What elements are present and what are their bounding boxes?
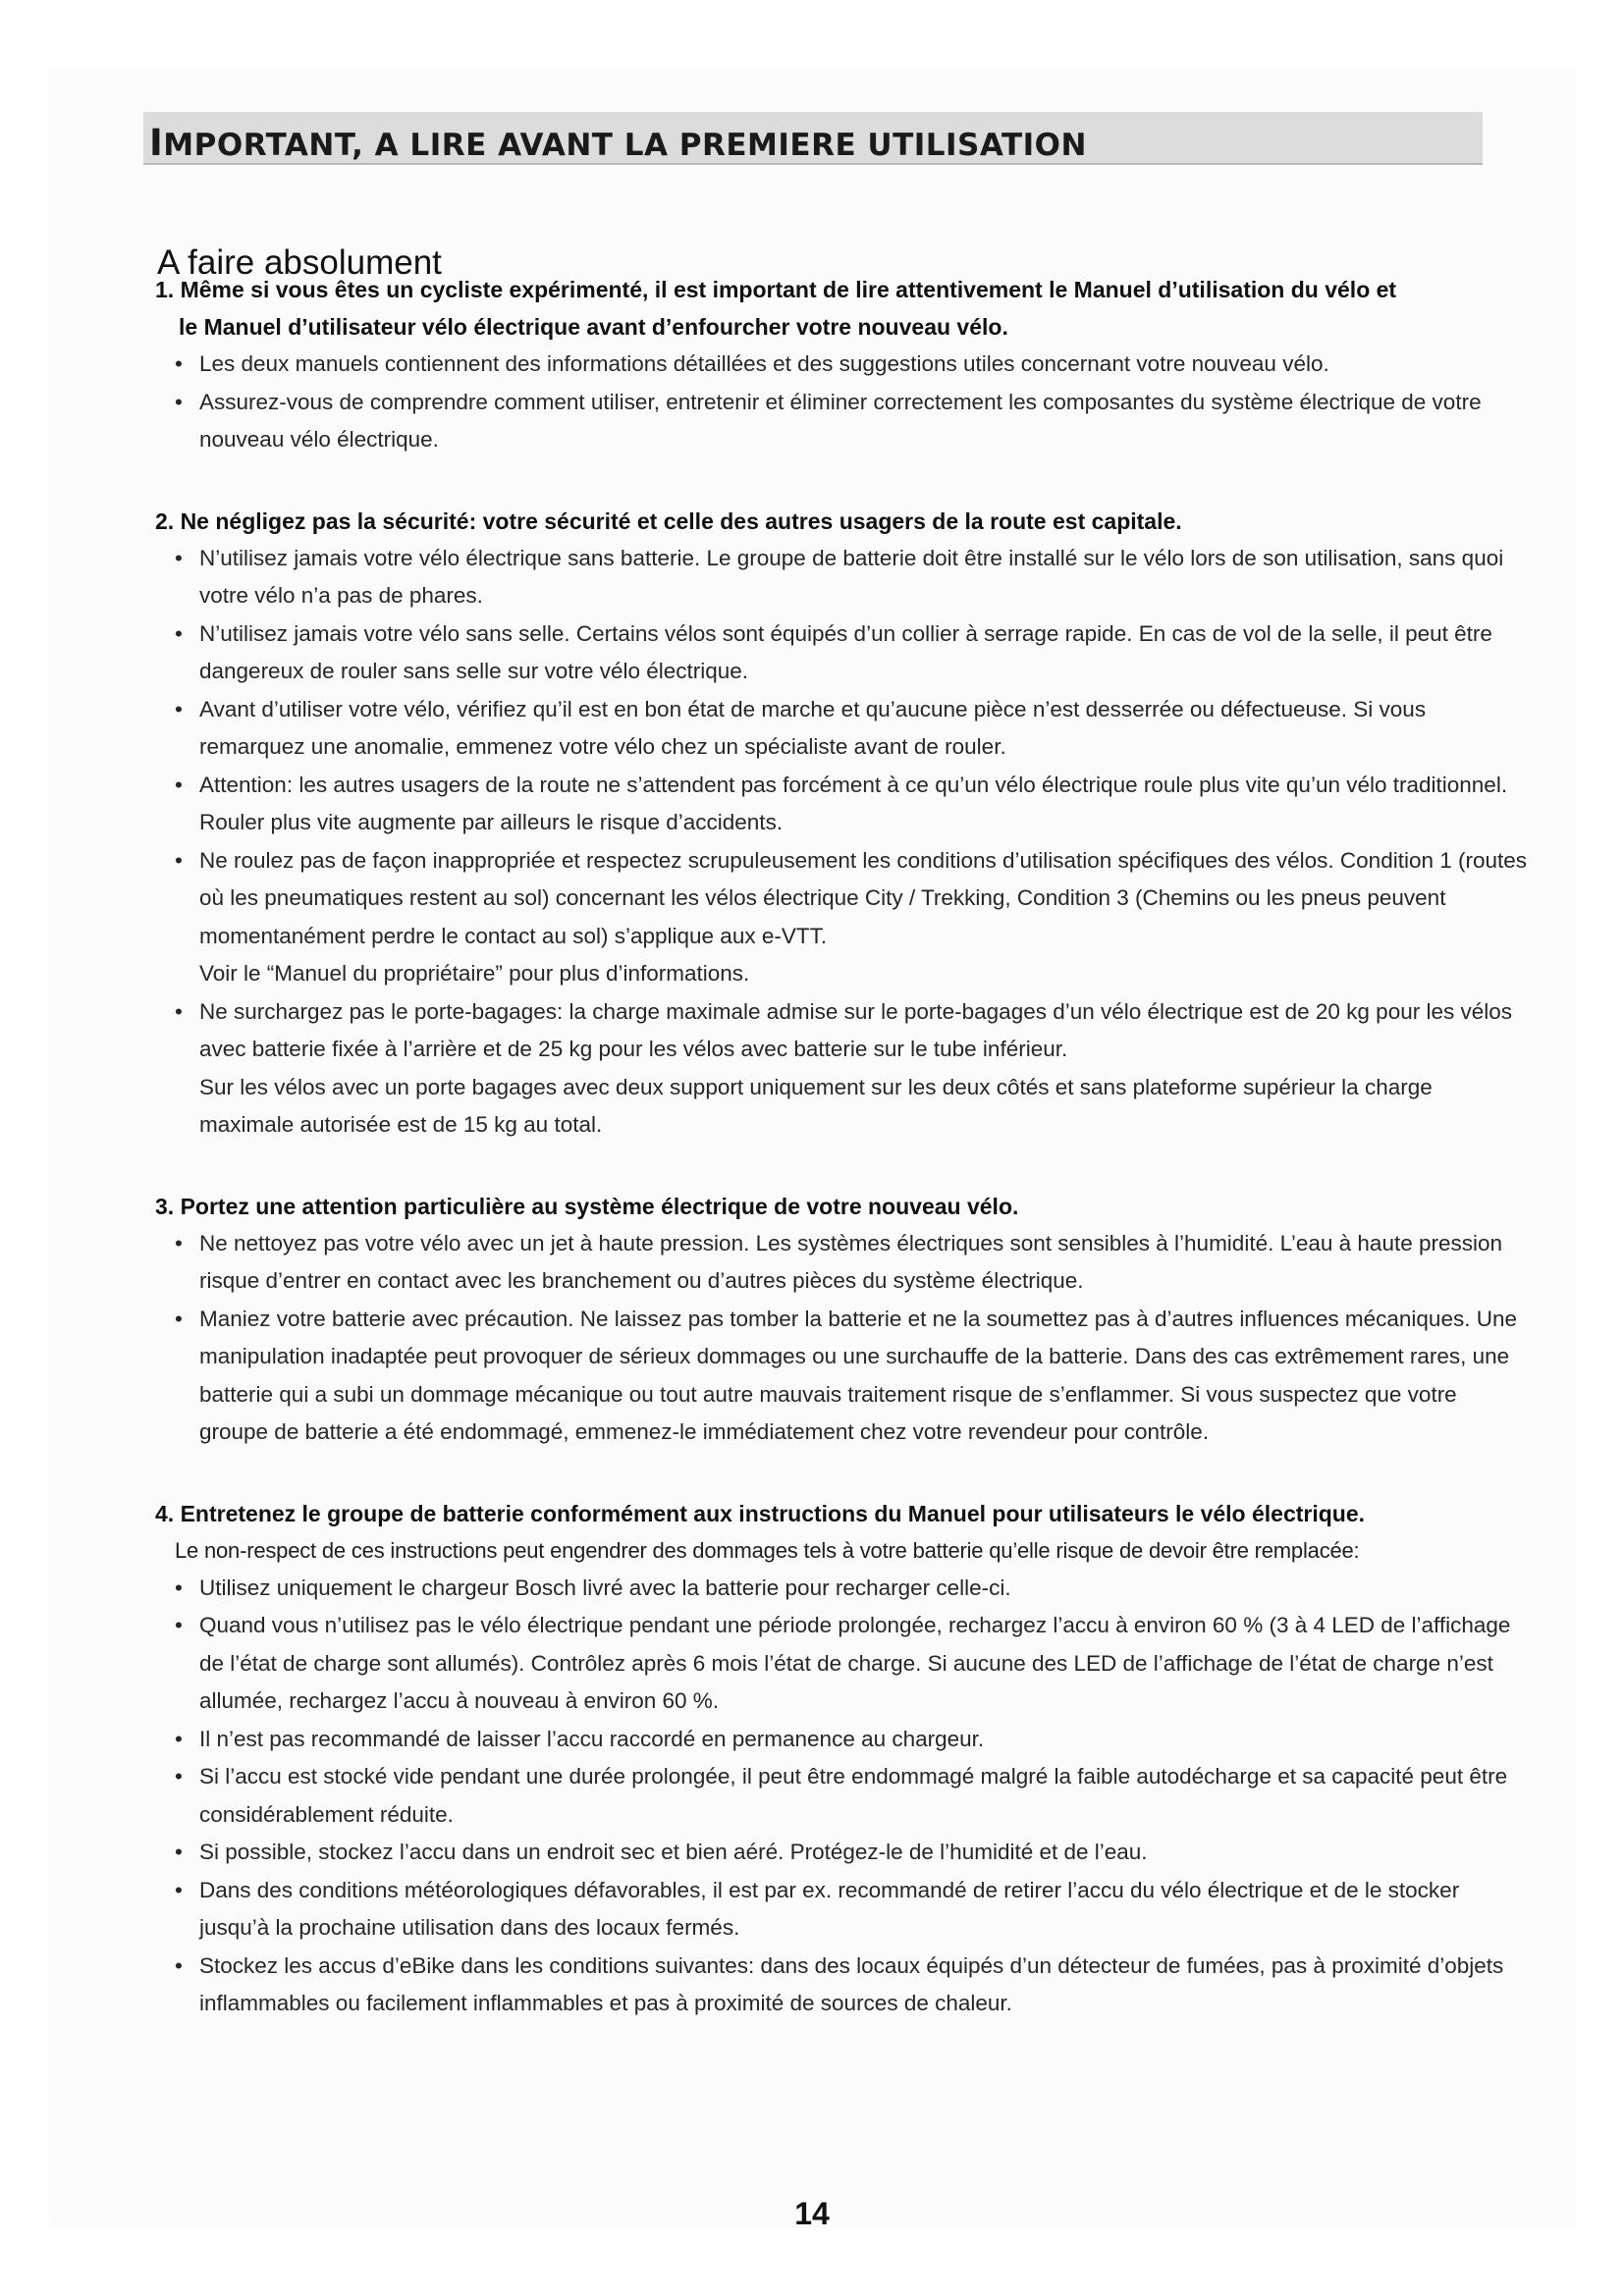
section-2 xyxy=(155,503,1530,1145)
bullet-icon: • xyxy=(175,1764,183,1789)
bullet-icon: • xyxy=(175,1877,183,1902)
page-number: 14 xyxy=(794,2196,830,2231)
list-item-text: Quand vous n’utilisez pas le vélo électrique pendant une période prolongée, rechargez l’accu à environ 60 % (3 à 4 LED de l’affichage de l’état de charge sont allumés). Contrôlez après 6 mois l’état de charge. Si aucune des LED de l’affichage de l’état de charge n’est allumée, rechargez l’accu à nouveau à environ 60 %. xyxy=(199,1613,1511,1713)
list-item xyxy=(155,346,1530,384)
list-item-text: Si l’accu est stocké vide pendant une durée prolongée, il peut être endommagé malgré la faible autodécharge et sa capacité peut être considérablement réduite. xyxy=(199,1764,1508,1827)
list-item xyxy=(155,384,1530,459)
bullet-icon: • xyxy=(175,696,183,721)
bullet-icon: • xyxy=(175,1613,183,1637)
bullet-icon: • xyxy=(175,1575,183,1600)
bullet-icon: • xyxy=(175,998,183,1024)
section-4-title: 4. Entretenez le groupe de batterie conformément aux instructions du Manuel pour utilisateurs le vélo électrique. xyxy=(155,1500,1366,1526)
section-2-title: 2. Ne négligez pas la sécurité: votre sécurité et celle des autres usagers de la route est capitale. xyxy=(155,507,1182,534)
list-item xyxy=(155,842,1530,993)
main-heading: A faire absolument xyxy=(157,243,442,283)
list-item xyxy=(155,1607,1530,1721)
bullet-icon: • xyxy=(175,389,183,414)
bullet-icon: • xyxy=(175,1306,183,1331)
list-item-text: Avant d’utiliser votre vélo, vérifiez qu’il est en bon état de marche et qu’aucune pièce n’est desserrée ou défectueuse. Si vous remarquez une anomalie, emmenez votre vélo chez un spécialiste avant de rouler. xyxy=(199,696,1427,759)
list-item xyxy=(155,1570,1530,1608)
bullet-icon: • xyxy=(175,545,183,570)
list-item-text: N’utilisez jamais votre vélo sans selle. Certains vélos sont équipés d’un collier à serrage rapide. En cas de vol de la selle, il peut être dangereux de rouler sans selle sur votre vélo électrique. xyxy=(199,620,1492,683)
header-title-rest: MPORTANT, A LIRE AVANT LA PREMIERE UTILISATION xyxy=(163,128,1087,163)
list-item-text: Si possible, stockez l’accu dans un endroit sec et bien aéré. Protégez-le de l’humidité et de l’eau. xyxy=(199,1840,1148,1864)
list-item xyxy=(155,1225,1530,1301)
section-4 xyxy=(155,1495,1530,2023)
list-item xyxy=(155,767,1530,842)
list-item xyxy=(155,1721,1530,1759)
list-item-text: Les deux manuels contiennent des informations détaillées et des suggestions utiles concernant votre nouveau vélo. xyxy=(199,351,1329,376)
section-1-title-continued: le Manuel d’utilisateur vélo électrique avant d’enfourcher votre nouveau vélo. xyxy=(179,314,1008,340)
bullet-icon: • xyxy=(175,1230,183,1255)
section-1 xyxy=(155,271,1530,459)
bullet-icon: • xyxy=(175,1726,183,1751)
list-item xyxy=(155,993,1530,1145)
list-item-text: Il n’est pas recommandé de laisser l’accu raccordé en permanence au chargeur. xyxy=(199,1726,985,1751)
list-item xyxy=(155,540,1530,615)
list-item xyxy=(155,615,1530,691)
header-title xyxy=(149,122,1087,164)
bullet-icon: • xyxy=(175,620,183,646)
list-item-note: Voir le “Manuel du propriétaire” pour plus d’informations. xyxy=(199,961,750,986)
list-item xyxy=(155,1948,1530,2023)
bullet-icon: • xyxy=(175,351,183,376)
list-item xyxy=(155,1301,1530,1452)
header-title-initial: I xyxy=(149,122,164,164)
bullet-icon: • xyxy=(175,1952,183,1978)
list-item-text: Maniez votre batterie avec précaution. Ne laissez pas tomber la batterie et ne la soumettez pas à d’autres influences mécaniques. Une manipulation inadaptée peut provoquer de sérieux dommages ou une surchauffe de la batterie. Dans des cas extrêmement rares, une batterie qui a subi un dommage mécanique ou tout autre mauvais traitement risque de s’enflammer. Si vous suspectez que votre groupe de batterie a été endommagé, emmenez-le immédiatement chez votre revendeur pour contrôle. xyxy=(199,1306,1517,1444)
list-item-text: Stockez les accus d’eBike dans les conditions suivantes: dans des locaux équipés d’un détecteur de fumées, pas à proximité d’objets inflammables ou facilement inflammables et pas à proximité de sources de chaleur. xyxy=(199,1952,1504,2015)
bullet-icon: • xyxy=(175,847,183,873)
list-item-text: Assurez-vous de comprendre comment utiliser, entretenir et éliminer correctement les composantes du système électrique de votre nouveau vélo électrique. xyxy=(199,389,1482,452)
list-item-text: Attention: les autres usagers de la route ne s’attendent pas forcément à ce qu’un vélo électrique roule plus vite qu’un vélo traditionnel. Rouler plus vite augmente par ailleurs le risque d’accidents. xyxy=(199,772,1508,834)
section-1-title: 1. Même si vous êtes un cycliste expérimenté, il est important de lire attentivement le Manuel d’utilisation du vélo et xyxy=(155,277,1397,302)
section-3-title: 3. Portez une attention particulière au système électrique de votre nouveau vélo. xyxy=(155,1193,1019,1219)
list-item xyxy=(155,691,1530,767)
list-item-text: Utilisez uniquement le chargeur Bosch livré avec la batterie pour recharger celle-ci. xyxy=(199,1575,1011,1600)
content xyxy=(155,271,1530,2066)
list-item xyxy=(155,1834,1530,1872)
section-3 xyxy=(155,1188,1530,1452)
bullet-icon: • xyxy=(175,772,183,797)
list-item-text: Ne nettoyez pas votre vélo avec un jet à haute pression. Les systèmes électriques sont sensibles à l’humidité. L’eau à haute pression risque d’entrer en contact avec les branchement ou d’autres pièces du système électrique. xyxy=(199,1230,1503,1293)
bullet-icon: • xyxy=(175,1840,183,1864)
list-item-text: Ne roulez pas de façon inappropriée et respectez scrupuleusement les conditions d’utilisation spécifiques des vélos. Condition 1 (routes où les pneumatiques restent au sol) concernant les vélos électrique City / Trekking, Condition 3 (Chemins ou les pneus peuvent momentanément perdre le contact au sol) s’applique aux e-VTT. xyxy=(199,847,1528,948)
list-item xyxy=(155,1872,1530,1948)
list-item-note: Sur les vélos avec un porte bagages avec deux support uniquement sur les deux côtés et sans plateforme supérieur la charge maximale autorisée est de 15 kg au total. xyxy=(199,1074,1433,1137)
list-item-text: N’utilisez jamais votre vélo électrique sans batterie. Le groupe de batterie doit être installé sur le vélo lors de son utilisation, sans quoi votre vélo n’a pas de phares. xyxy=(199,545,1504,608)
list-item-text: Dans des conditions météorologiques défavorables, il est par ex. recommandé de retirer l’accu du vélo électrique et de le stocker jusqu’à la prochaine utilisation dans des locaux fermés. xyxy=(199,1877,1460,1940)
section-4-intro: Le non-respect de ces instructions peut engendrer des dommages tels à votre batterie qu’elle risque de devoir être remplacée: xyxy=(175,1537,1360,1563)
list-item xyxy=(155,1758,1530,1834)
list-item-text: Ne surchargez pas le porte-bagages: la charge maximale admise sur le porte-bagages d’un vélo électrique est de 20 kg pour les vélos avec batterie fixée à l’arrière et de 25 kg pour les vélos avec batterie sur le tube inférieur. xyxy=(199,998,1513,1061)
